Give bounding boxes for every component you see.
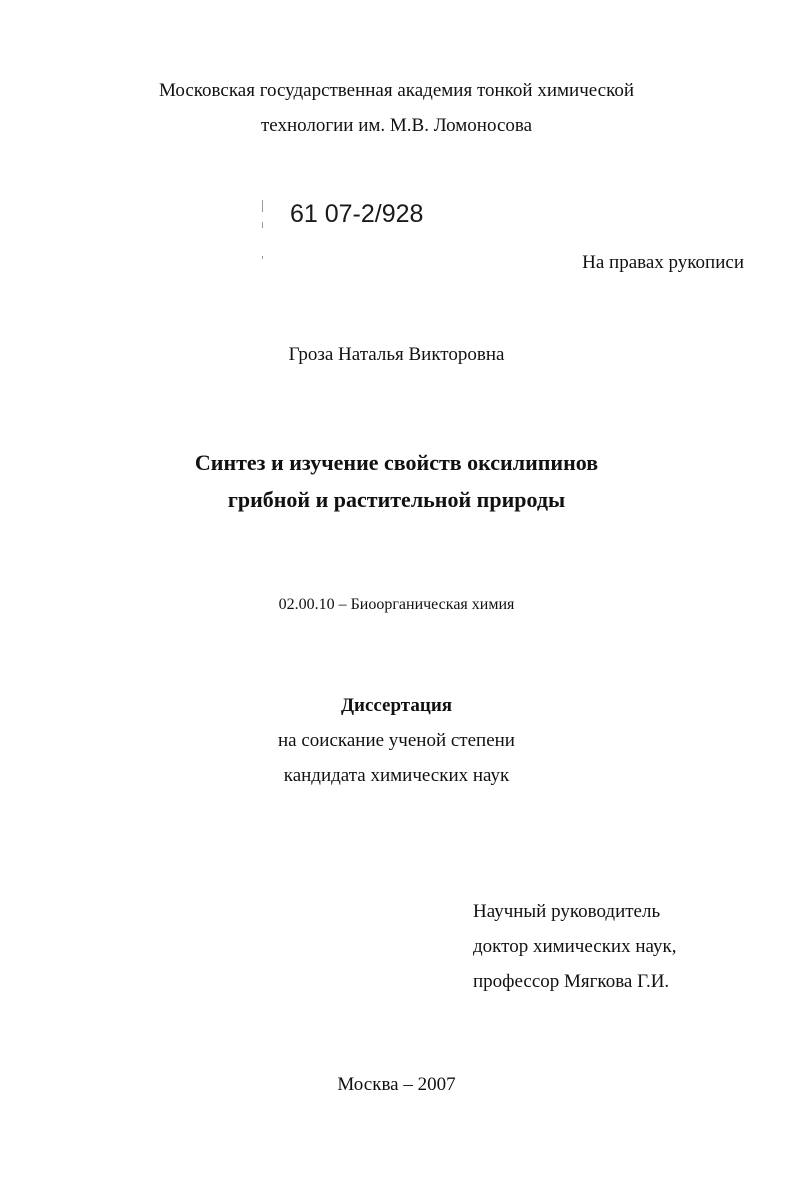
author-name: Гроза Наталья Викторовна — [288, 344, 505, 365]
scan-mark — [262, 256, 263, 259]
catalog-stamp: 61 07-2/928 — [290, 200, 424, 228]
supervisor-role: Научный руководитель — [473, 901, 661, 922]
institution-line-1: Московская государственная академия тонкой химической — [158, 80, 635, 101]
thesis-title-line-1: Синтез и изучение свойств оксилипинов — [194, 450, 599, 475]
supervisor-degree: доктор химических наук, — [473, 936, 677, 957]
specialty-code: 02.00.10 – Биоорганическая химия — [278, 596, 515, 613]
thesis-title-line-2: грибной и растительной природы — [227, 487, 566, 512]
rights-notice: На правах рукописи — [582, 252, 744, 273]
scan-mark — [262, 222, 263, 228]
scan-mark — [262, 200, 263, 212]
degree-line-2: кандидата химических наук — [283, 765, 510, 786]
document-type: Диссертация — [340, 695, 453, 716]
supervisor-name: профессор Мягкова Г.И. — [473, 971, 670, 992]
city-year: Москва – 2007 — [337, 1074, 456, 1095]
degree-line-1: на соискание ученой степени — [278, 730, 515, 751]
institution-line-2: технологии им. М.В. Ломоносова — [260, 115, 533, 136]
